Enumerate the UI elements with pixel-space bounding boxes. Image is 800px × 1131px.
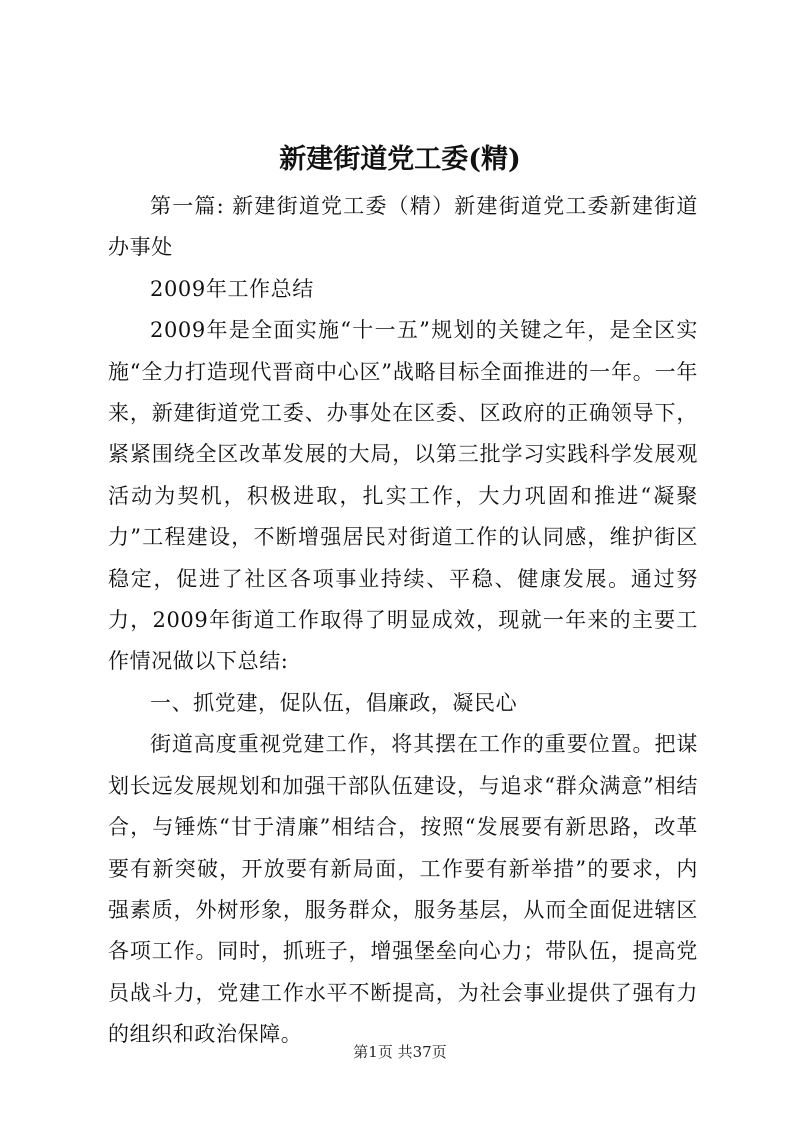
paragraph-heading-1: 第一篇: 新建街道党工委（精）新建街道党工委新建街道办事处 (108, 194, 698, 260)
paragraph-section-1: 街道高度重视党建工作，将其摆在工作的重要位置。把谋划长远发展规划和加强干部队伍建设，与追求“群众满意”相结合，与锤炼“甘于清廉”相结合，按照“发展要有新思路，改革要有新突破，开放要有新局面，工作要有新举措”的要求，内强素质，外树形象，服务群众，服务基层，从而全面促进辖区各项工作。同时，抓班子，增强堡垒向心力；带队伍，提高党员战斗力，党建工作水平不断提高，为社会事业提供了强有力的组织和政治保障。 (108, 732, 698, 1047)
section-heading-1: 一、抓党建，促队伍，倡廉政，凝民心 (150, 690, 518, 715)
document-body (108, 186, 698, 1056)
document-title: 新建街道党工委(精) (279, 144, 521, 175)
paragraph-intro: 2009年是全面实施“十一五”规划的关键之年，是全区实施“全力打造现代晋商中心区”战略目标全面推进的一年。一年来，新建街道党工委、办事处在区委、区政府的正确领导下，紧紧围绕全区改革发展的大局，以第三批学习实践科学发展观活动为契机，积极进取，扎实工作，大力巩固和推进“凝聚力”工程建设，不断增强居民对街道工作的认同感，维护街区稳定，促进了社区各项事业持续、平稳、健康发展。通过努力，2009年街道工作取得了明显成效，现就一年来的主要工作情况做以下总结: (108, 318, 698, 674)
page-footer: 第1页 共37页 (353, 1043, 447, 1061)
paragraph-heading-2: 2009年工作总结 (150, 276, 314, 301)
